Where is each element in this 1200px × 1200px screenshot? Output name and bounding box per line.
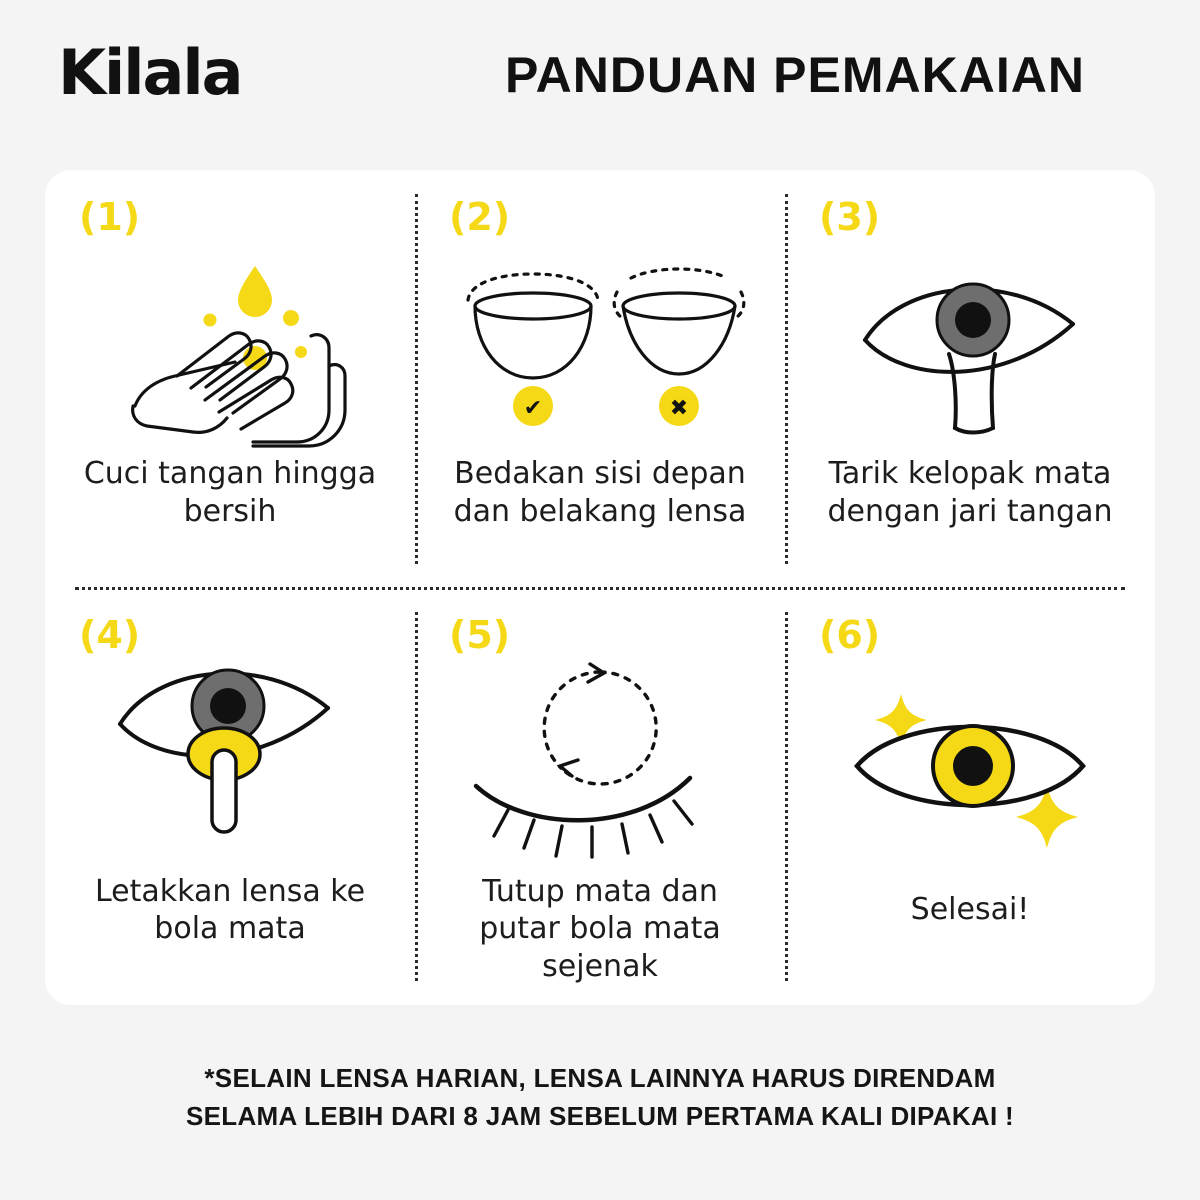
lens-orientation-icon [433,240,767,455]
steps-card [45,170,1155,1005]
step-caption: Tarik kelopak mata dengan jari tangan [827,456,1113,529]
step-caption: Cuci tangan hingga bersih [83,456,377,529]
pull-eyelid-icon [803,240,1137,455]
step-number: (4) [79,612,141,657]
step-3 [785,170,1155,588]
step-1 [45,170,415,588]
footer-line-2: SELAMA LEBIH DARI 8 JAM SEBELUM PERTAMA KALI DIPAKAI ! [186,1100,1014,1131]
footer-note [0,1060,1200,1135]
step-number: (1) [79,195,141,239]
page-title: PANDUAN PEMAKAIAN [505,47,1085,103]
step-2 [415,170,785,588]
washing-hands-icon [63,240,397,455]
correct-mark: ✔ [523,395,543,421]
steps-grid [45,170,1155,1005]
closed-eye-rotate-icon [433,658,767,873]
step-number: (2) [449,195,511,239]
wrong-mark: ✖ [669,395,689,421]
step-6 [785,588,1155,1006]
step-number: (3) [819,195,881,239]
step-caption: Letakkan lensa ke bola mata [94,873,366,946]
step-5 [415,588,785,1006]
brand-logo: Kilala [58,36,242,109]
place-lens-on-eye-icon [63,658,397,873]
footer-line-1: *SELAIN LENSA HARIAN, LENSA LAINNYA HARUS DIRENDAM [204,1063,996,1093]
header [0,36,1200,122]
step-caption: Selesai! [910,891,1030,927]
step-caption: Tutup mata dan putar bola mata sejenak [479,873,721,984]
step-number: (6) [819,612,881,657]
step-caption: Bedakan sisi depan dan belakang lensa [453,456,747,529]
step-4 [45,588,415,1006]
finished-eye-sparkle-icon [803,658,1137,873]
step-number: (5) [449,612,511,657]
